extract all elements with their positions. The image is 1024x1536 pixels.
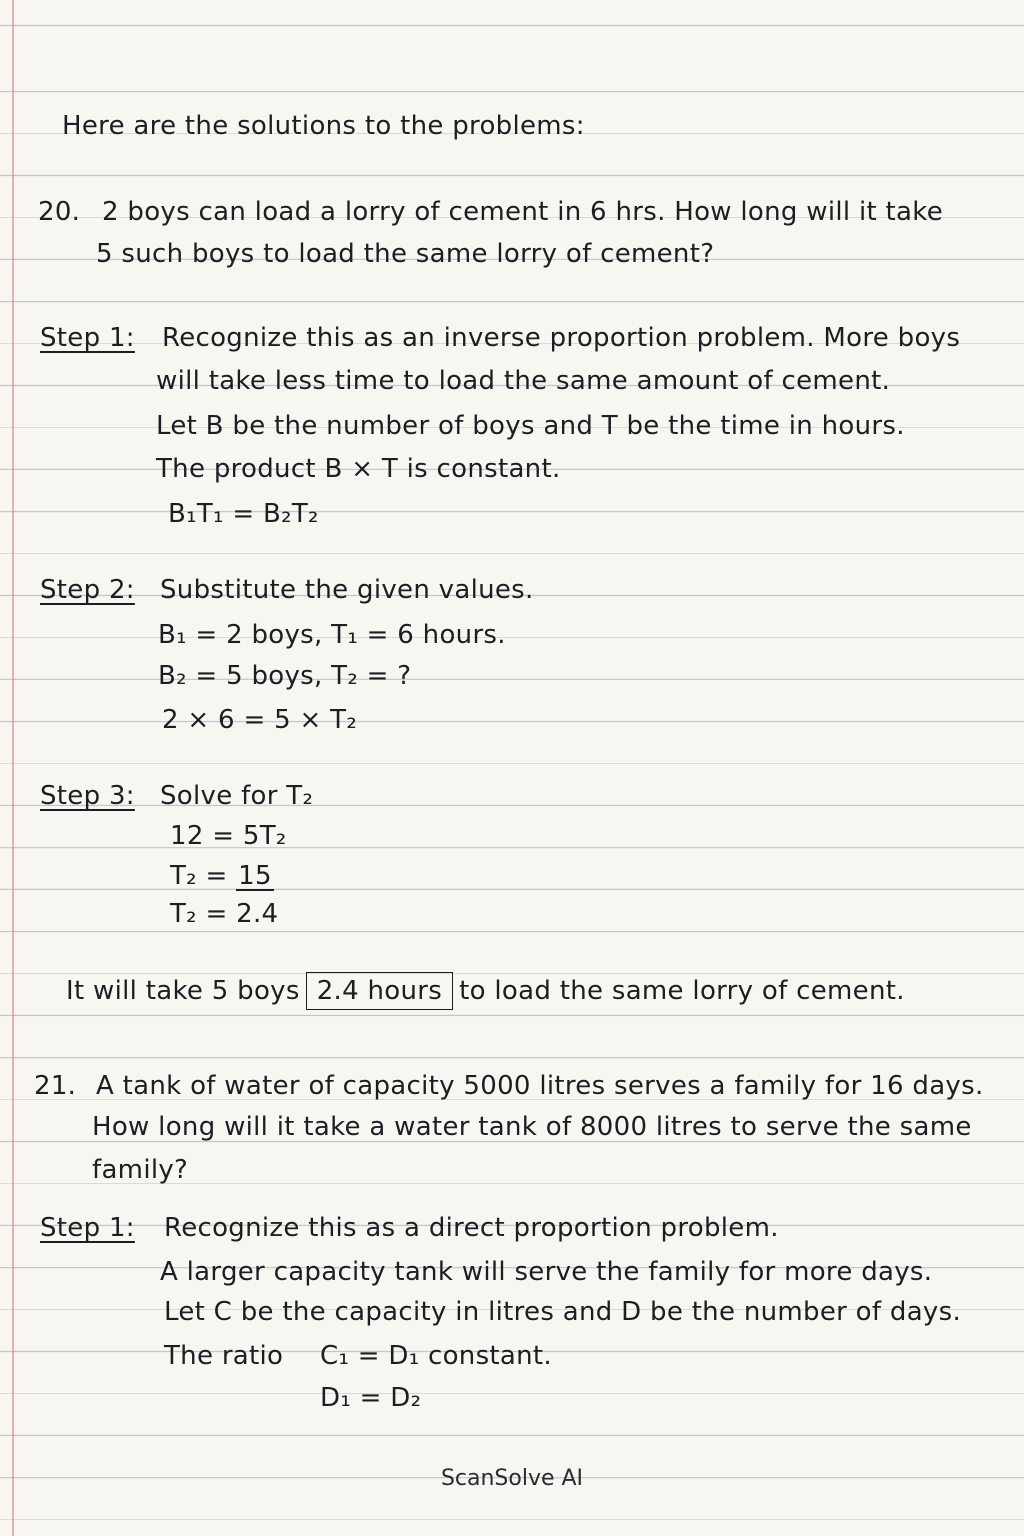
problem-21-question-line-1: A tank of water of capacity 5000 litres serves a family for 16 days.: [96, 1071, 984, 1101]
problem-20-step-1-line-1: Recognize this as an inverse proportion problem. More boys: [162, 323, 961, 353]
problem-21-question-line-2: How long will it take a water tank of 8000 litres to serve the same: [92, 1112, 972, 1142]
problem-21-step-1-line-4: The ratio: [164, 1341, 284, 1371]
problem-20-step-3-label: Step 3:: [40, 781, 135, 811]
problem-20-step-3-line-1: Solve for T₂: [160, 781, 314, 811]
problem-20-step-2-line-1: Substitute the given values.: [160, 575, 534, 605]
problem-20-step-1-line-3: Let B be the number of boys and T be the time in hours.: [156, 411, 905, 441]
problem-21-step-1-label: Step 1:: [40, 1213, 135, 1243]
problem-21-step-1-line-6: D₁ = D₂: [320, 1383, 422, 1413]
problem-20-question-line-2: 5 such boys to load the same lorry of cement?: [96, 239, 715, 269]
conclusion-before: It will take 5 boys: [66, 976, 300, 1006]
footer-watermark: ScanSolve AI: [440, 1466, 584, 1491]
problem-20-step-1-label: Step 1:: [40, 323, 135, 353]
problem-20-step-2-line-4: 2 × 6 = 5 × T₂: [162, 705, 358, 735]
conclusion-after: to load the same lorry of cement.: [459, 976, 905, 1006]
problem-20-step-3-line-3: [170, 860, 274, 892]
problem-20-question-line-1: 2 boys can load a lorry of cement in 6 hrs. How long will it take: [102, 197, 944, 227]
problem-20-number: 20.: [38, 197, 81, 227]
problem-20-conclusion: [66, 972, 905, 1010]
problem-20-step-1-line-4: The product B × T is constant.: [156, 454, 561, 484]
intro-text: Here are the solutions to the problems:: [62, 111, 585, 141]
problem-20-step-2-label: Step 2:: [40, 575, 135, 605]
problem-20-step-2-line-2: B₁ = 2 boys, T₁ = 6 hours.: [158, 620, 506, 650]
problem-21-number: 21.: [34, 1071, 77, 1101]
answer-box: 2.4 hours: [306, 972, 453, 1010]
paper-margin-line: [12, 0, 14, 1536]
problem-20-step-3-fraction: 15: [238, 861, 272, 891]
problem-21-question-line-3: family?: [92, 1155, 189, 1185]
problem-20-step-1-equation: B₁T₁ = B₂T₂: [168, 499, 319, 529]
problem-20-step-3-line-2: 12 = 5T₂: [170, 821, 287, 851]
problem-21-step-1-line-1: Recognize this as a direct proportion problem.: [164, 1213, 779, 1243]
problem-20-step-3-line-4: T₂ = 2.4: [170, 899, 279, 929]
problem-21-step-1-line-5: C₁ = D₁ constant.: [320, 1341, 552, 1371]
problem-21-step-1-line-2: A larger capacity tank will serve the family for more days.: [160, 1257, 933, 1287]
problem-21-step-1-line-3: Let C be the capacity in litres and D be the number of days.: [164, 1297, 962, 1327]
problem-20-step-3-lhs: T₂ =: [170, 861, 237, 891]
problem-20-step-2-line-3: B₂ = 5 boys, T₂ = ?: [158, 661, 412, 691]
problem-20-step-1-line-2: will take less time to load the same amount of cement.: [156, 366, 891, 396]
